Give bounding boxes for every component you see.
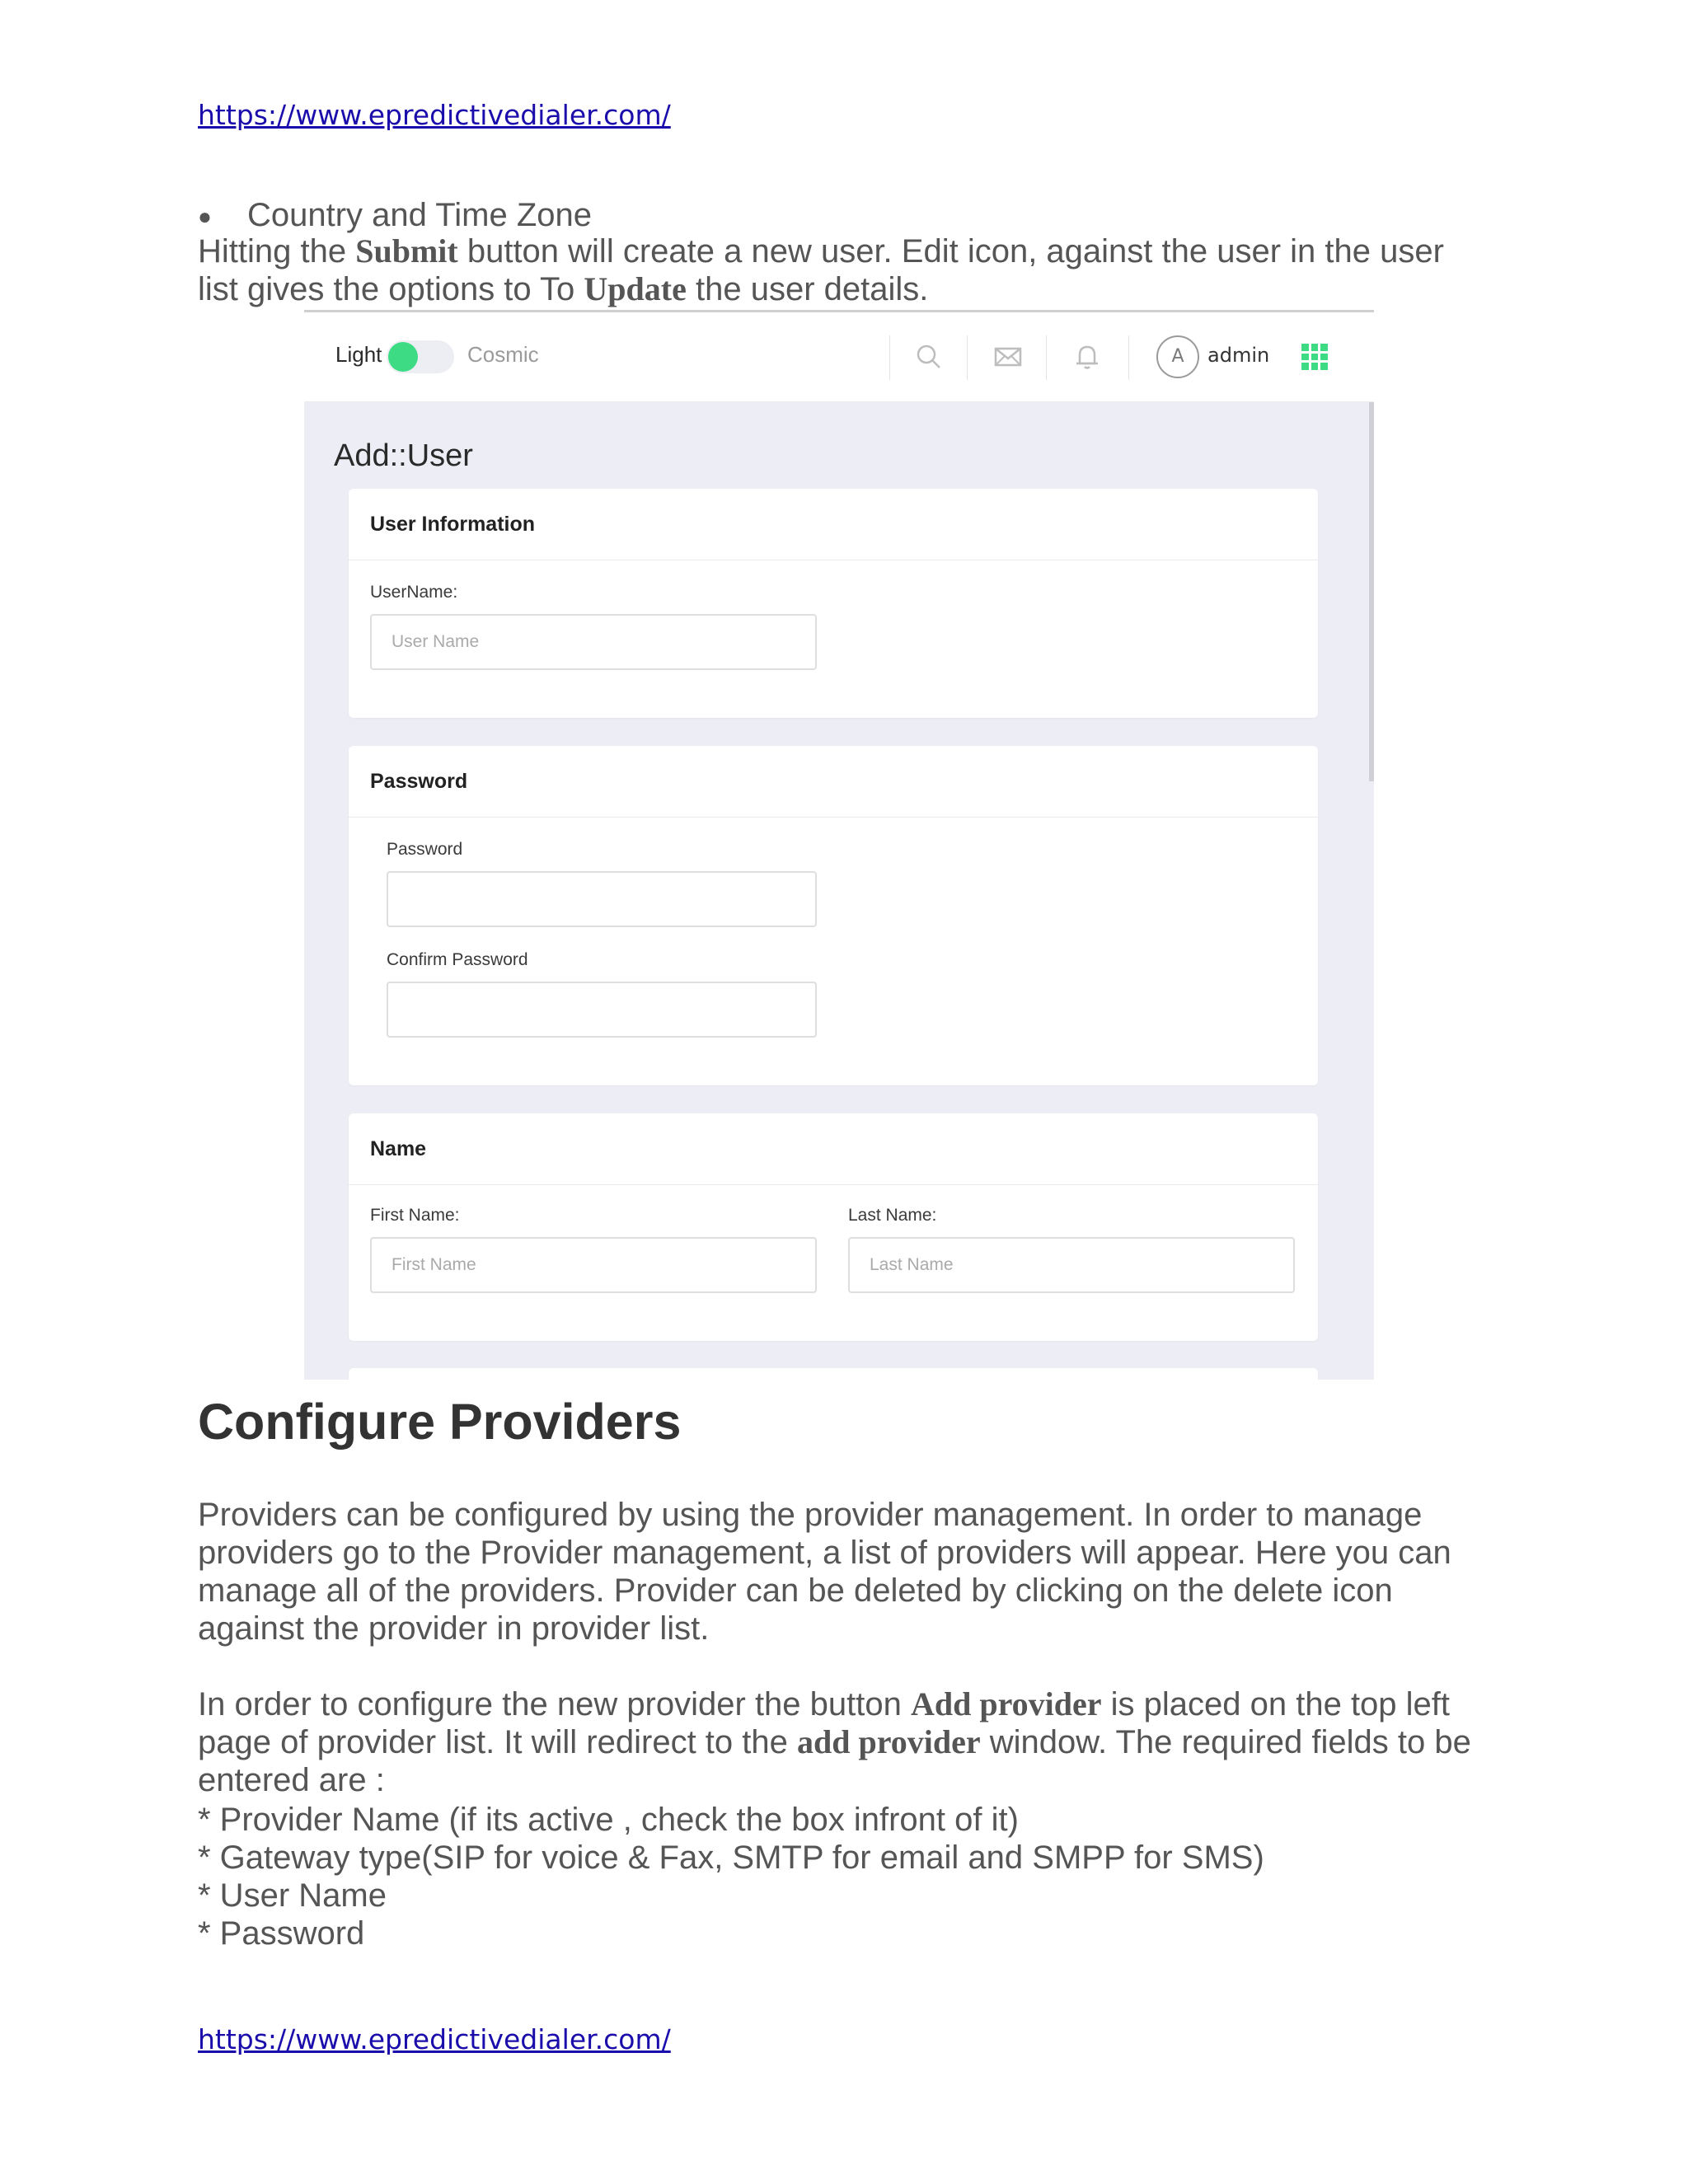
user-name[interactable]: admin (1207, 344, 1270, 367)
para3-bold-add-provider-window: add provider (797, 1723, 981, 1760)
add-user-screenshot (304, 310, 1374, 1380)
separator (967, 335, 968, 380)
paragraph-add-provider (198, 1685, 1500, 1799)
bullet-dot: ● (198, 204, 212, 230)
first-name-label: First Name: (370, 1206, 460, 1225)
last-name-label: Last Name: (848, 1206, 937, 1225)
card-header-user-information: User Information (349, 489, 1318, 560)
password-label: Password (387, 840, 463, 859)
top-bar (304, 312, 1374, 402)
confirm-password-label: Confirm Password (387, 950, 528, 969)
required-fields-list (198, 1801, 1264, 1952)
para3-bold-add-provider: Add provider (910, 1685, 1102, 1722)
toggle-knob (388, 342, 418, 372)
content-area (304, 402, 1374, 1380)
para3-text-3: window. The required fields to be entered are : (198, 1724, 1471, 1798)
user-information-card (349, 489, 1318, 718)
para1-text-3: the user details. (686, 271, 929, 307)
section-heading: Configure Providers (198, 1394, 682, 1450)
page-title: Add::User (334, 438, 473, 473)
username-input[interactable]: User Name (370, 614, 817, 670)
password-input[interactable] (387, 871, 817, 927)
name-card (349, 1113, 1318, 1341)
list-item: * Gateway type(SIP for voice & Fax, SMTP for email and SMPP for SMS) (198, 1840, 1264, 1876)
para1-bold-submit: Submit (355, 232, 458, 269)
bullet-item (198, 196, 592, 236)
para1-text-1: Hitting the (198, 233, 356, 269)
para1-bold-update: Update (584, 270, 687, 307)
confirm-password-input[interactable] (387, 982, 817, 1038)
separator (889, 335, 890, 380)
bullet-text: Country and Time Zone (247, 197, 592, 233)
search-icon[interactable] (914, 342, 944, 372)
card-header-name: Name (349, 1113, 1318, 1185)
scrollbar[interactable] (1369, 402, 1374, 781)
next-card (349, 1368, 1318, 1380)
theme-toggle[interactable] (387, 340, 454, 373)
apps-grid-icon[interactable] (1301, 344, 1328, 370)
avatar[interactable]: A (1156, 335, 1199, 378)
theme-cosmic-label: Cosmic (467, 342, 539, 367)
para3-text-2: is placed on the top left page of provider list. It will redirect to the (198, 1686, 1451, 1760)
first-name-input[interactable]: First Name (370, 1237, 817, 1293)
para1-text-2: button will create a new user. Edit icon, against the user in the user list gives the options to To (198, 233, 1444, 307)
website-link-bottom[interactable]: https://www.epredictivedialer.com/ (198, 2023, 671, 2055)
paragraph-providers: Providers can be configured by using the provider management. In order to manage providers go to the Provider management, a list of providers will appear. Here you can manage all of the providers. Provider can be deleted by clicking on the delete icon against the provider in provider list. (198, 1497, 1451, 1647)
username-label: UserName: (370, 583, 458, 602)
bell-icon[interactable] (1072, 342, 1102, 372)
card-header-password: Password (349, 746, 1318, 818)
separator (1128, 335, 1129, 380)
mail-icon[interactable] (993, 342, 1023, 372)
separator (1046, 335, 1047, 380)
para3-text-1: In order to configure the new provider the button (198, 1686, 911, 1722)
list-item: * User Name (198, 1877, 387, 1914)
password-card (349, 746, 1318, 1085)
theme-light-label: Light (335, 342, 382, 367)
list-item: * Provider Name (if its active , check the box infront of it) (198, 1802, 1019, 1838)
list-item: * Password (198, 1915, 365, 1952)
paragraph-submit (198, 232, 1484, 308)
website-link-top[interactable]: https://www.epredictivedialer.com/ (198, 99, 671, 131)
last-name-input[interactable]: Last Name (848, 1237, 1295, 1293)
